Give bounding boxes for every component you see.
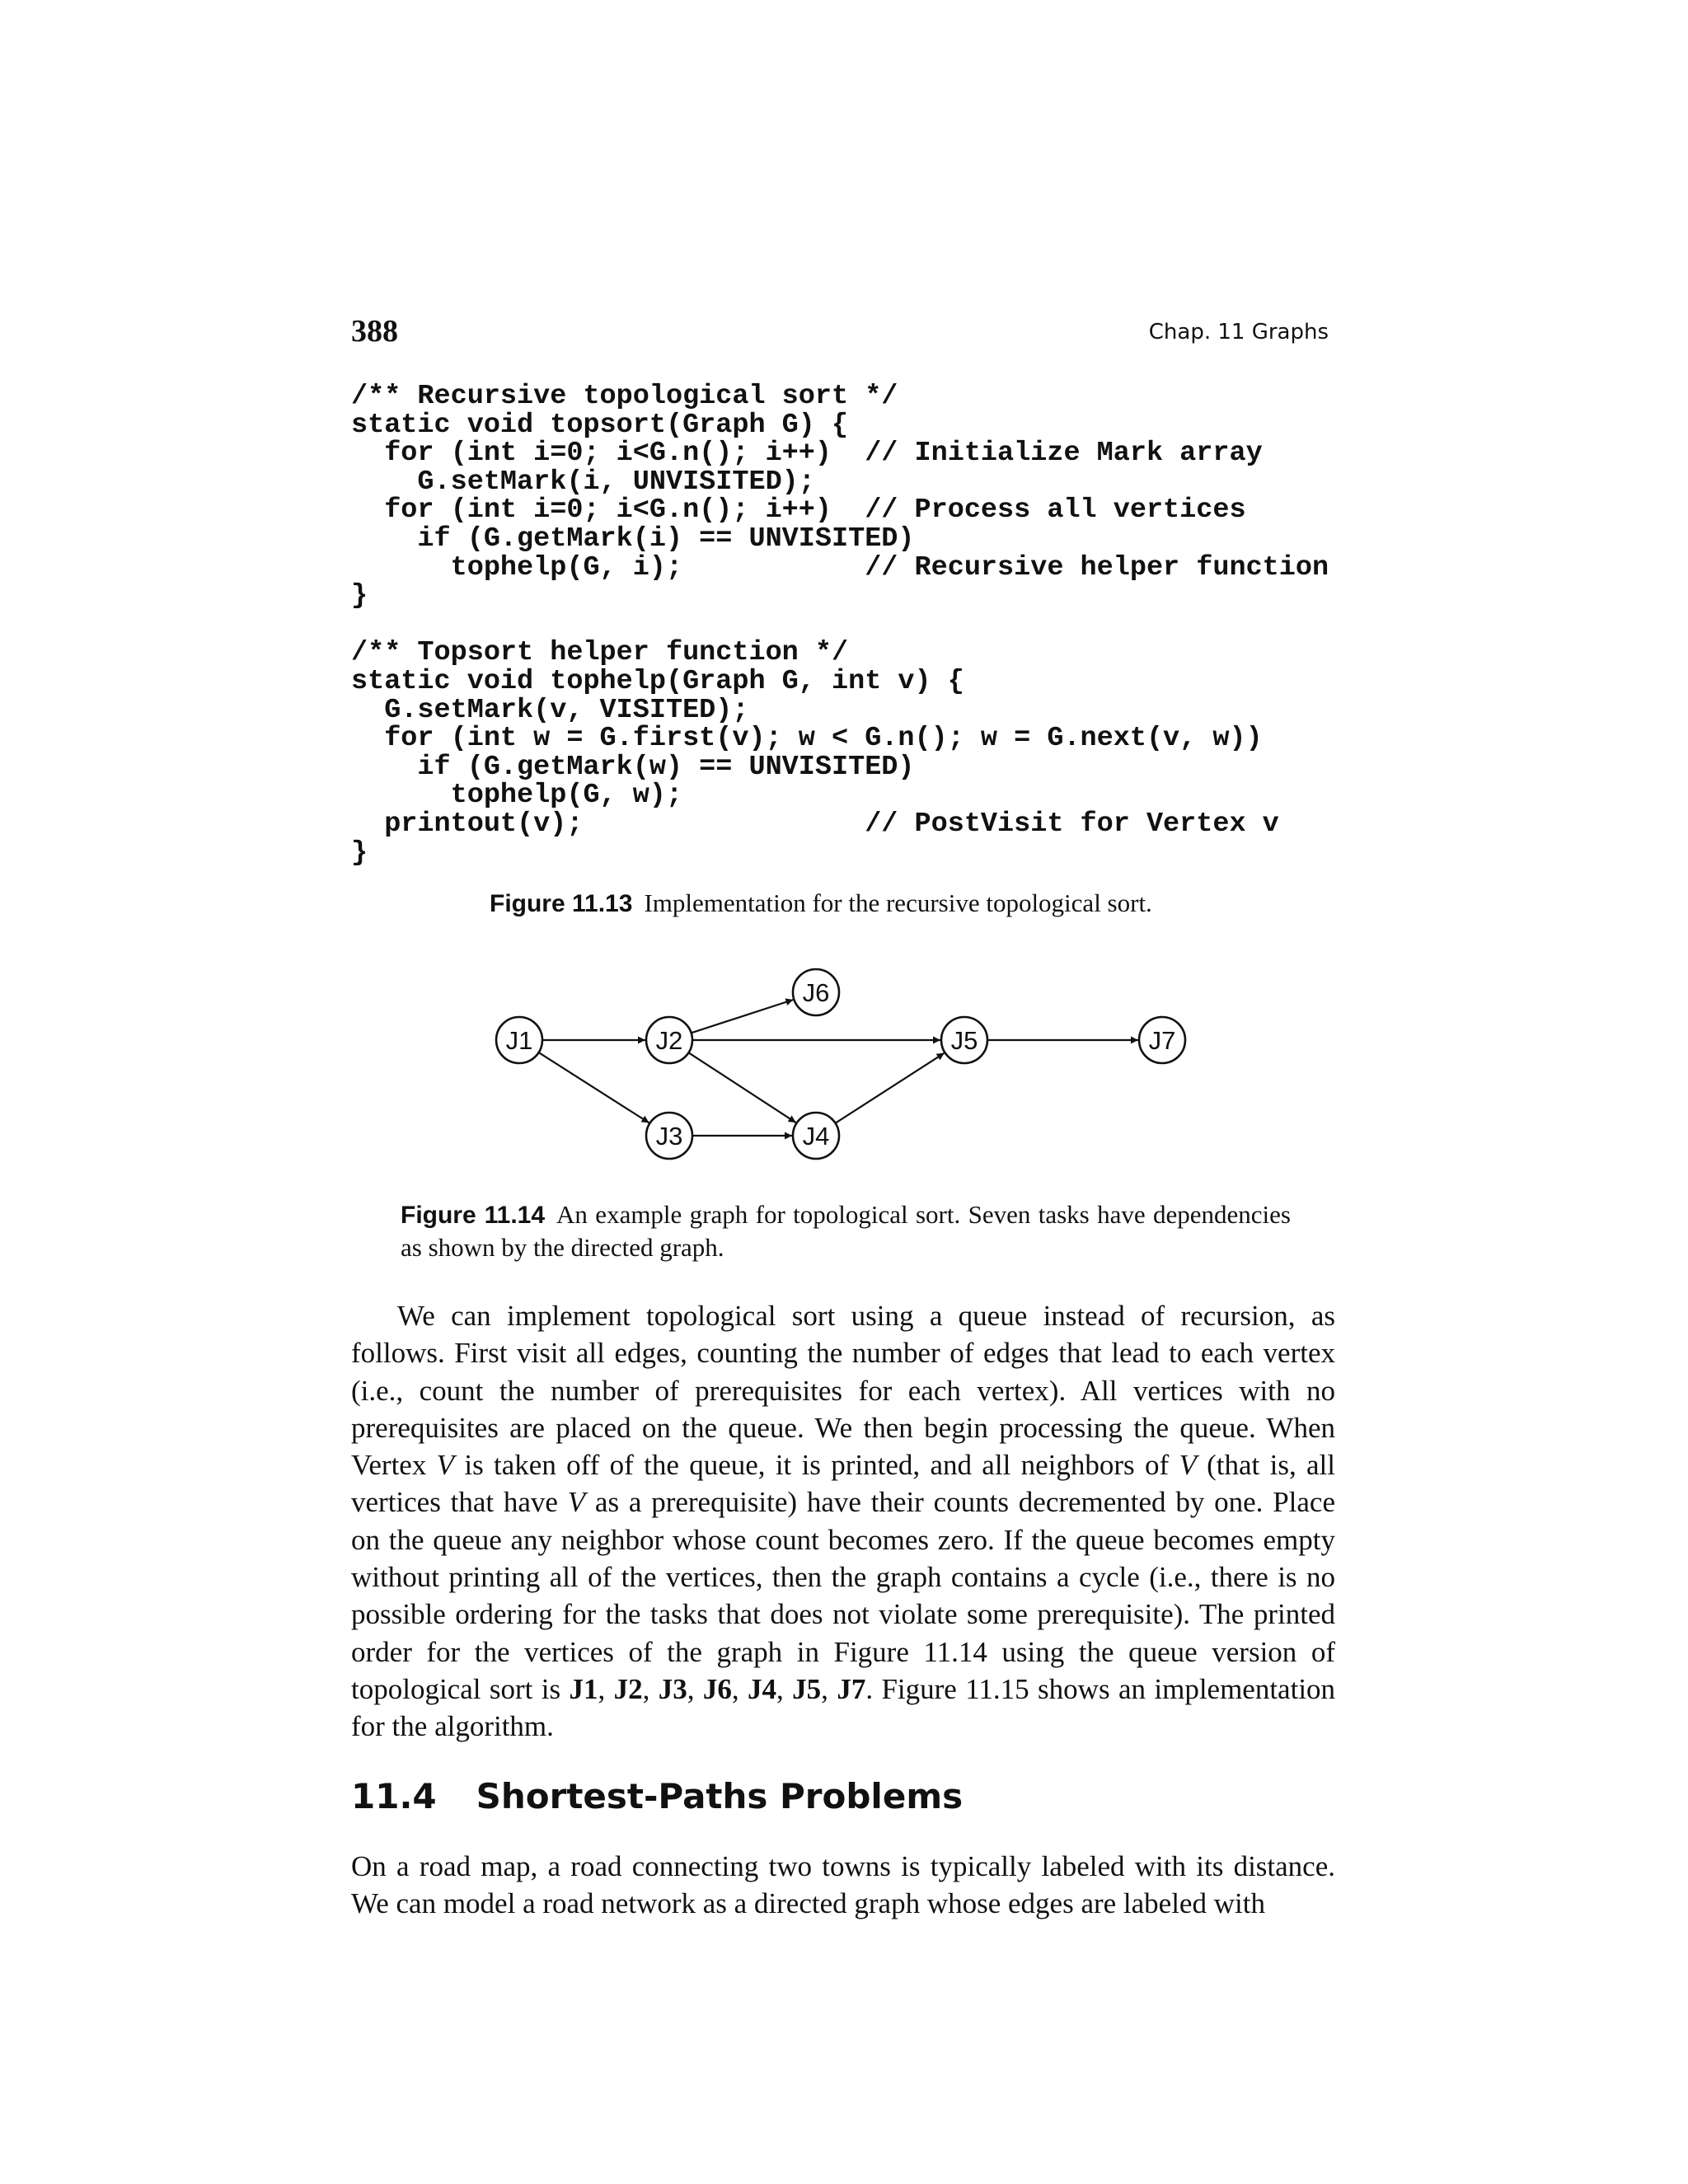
code-line: static void tophelp(Graph G, int v) {	[351, 665, 964, 697]
code-listing	[351, 382, 1329, 867]
vertex-name: J7	[837, 1672, 866, 1705]
code-line: tophelp(G, w);	[351, 780, 683, 812]
code-line: G.setMark(v, VISITED);	[351, 694, 749, 726]
node-label: J6	[802, 978, 830, 1007]
figure-label: Figure 11.14	[401, 1202, 546, 1229]
edge-j1-j3	[539, 1052, 649, 1122]
edge-j2-j6	[692, 1000, 794, 1033]
figure-11-13-caption	[490, 888, 1152, 918]
section-heading	[351, 1776, 963, 1816]
node-label: J3	[655, 1122, 683, 1151]
edge-j4-j5	[836, 1053, 945, 1123]
node-label: J2	[655, 1026, 683, 1055]
code-line: for (int w = G.first(v); w < G.n(); w = G.next(v, w))	[351, 723, 1263, 755]
graph-node-j6	[793, 969, 839, 1015]
vertex-name: J5	[792, 1672, 822, 1705]
graph-node-j4	[793, 1113, 839, 1159]
topological-sort-graph	[486, 964, 1212, 1187]
code-line	[351, 611, 1329, 640]
math-variable: V	[1179, 1449, 1197, 1482]
figure-caption-text: Implementation for the recursive topological sort.	[644, 888, 1152, 917]
body-paragraph: We can implement topological sort using a queue instead of recursion, as follows. First visit all edges, counting the number of edges that lead to each vertex (i.e., count the number of prerequisites for each vertex). All vertices with no prerequisites are placed on the queue. We then begin processing the queue. When Vertex V is taken off of the queue, it is printed, and all neighbors of V (that is, all vertices that have V as a prerequisite) have their counts decremented by one. Place on the queue any neighbor whose count becomes zero. If the queue becomes empty without printing all of the vertices, then the graph contains a cycle (i.e., there is no possible ordering for the tasks that does not violate some prerequisite). The printed order for the vertices of the graph in Figure 11.14 using the queue version of topological sort is J1, J2, J3, J6, J4, J5, J7. Figure 11.15 shows an implementation for the algorithm.	[351, 1300, 1336, 1743]
page-number: 388	[351, 314, 398, 349]
code-line: printout(v); // PostVisit for Vertex v	[351, 808, 1279, 840]
graph-node-j1	[496, 1017, 542, 1063]
vertex-name: J1	[569, 1672, 598, 1705]
code-line: if (G.getMark(w) == UNVISITED)	[351, 751, 915, 783]
text-run: is taken off of the queue, it is printed, and all neighbors of	[454, 1449, 1179, 1482]
section-number: 11.4	[351, 1776, 437, 1816]
math-variable: V	[436, 1449, 455, 1482]
node-label: J5	[950, 1026, 978, 1055]
code-line: /** Topsort helper function */	[351, 637, 849, 669]
math-variable: V	[567, 1486, 586, 1519]
vertex-name: J4	[748, 1672, 777, 1705]
code-line: static void topsort(Graph G) {	[351, 409, 849, 441]
node-label: J7	[1148, 1026, 1176, 1055]
text-run: (that is, all vertices that have	[351, 1449, 1335, 1519]
figure-11-14-caption	[401, 1198, 1291, 1263]
code-line: tophelp(G, i); // Recursive helper function	[351, 551, 1329, 583]
graph-node-j5	[941, 1017, 987, 1063]
graph-node-j7	[1139, 1017, 1185, 1063]
code-line: G.setMark(i, UNVISITED);	[351, 466, 815, 498]
section-title: Shortest-Paths Problems	[476, 1776, 964, 1816]
body-paragraph: On a road map, a road connecting two towns is typically labeled with its distance. We can model a road network as a directed graph whose edges are labeled with	[351, 1850, 1335, 1920]
graph-node-j2	[646, 1017, 692, 1063]
node-label: J4	[802, 1122, 830, 1151]
code-line: }	[351, 837, 368, 869]
vertex-name: J6	[702, 1672, 732, 1705]
graph-node-j3	[646, 1113, 692, 1159]
code-line: }	[351, 580, 368, 612]
code-line: if (G.getMark(i) == UNVISITED)	[351, 523, 915, 555]
figure-caption-text: An example graph for topological sort. Seven tasks have dependencies as shown by the directed graph.	[401, 1200, 1291, 1262]
code-line: for (int i=0; i<G.n(); i++) // Initialize Mark array	[351, 438, 1263, 470]
vertex-name: J3	[658, 1672, 687, 1705]
code-line: for (int i=0; i<G.n(); i++) // Process all vertices	[351, 494, 1246, 527]
text-run: We can implement topological sort using a queue instead of recursion, as follows. First visit all edges, counting the number of edges that lead to each vertex (i.e., count the number of prerequisites for each vertex). All vertices with no prerequisites are placed on the queue. We then begin processing the queue. When Vertex	[351, 1300, 1335, 1482]
text-run: as a prerequisite) have their counts decremented by one. Place on the queue any neighbor whose count becomes zero. If the queue becomes empty without printing all of the vertices, then the graph contains a cycle (i.e., there is no possible ordering for the tasks that does not violate some prerequisite). The printed order for the vertices of the graph in Figure 11.14 using the queue version of topological sort is	[351, 1486, 1335, 1705]
code-line: /** Recursive topological sort */	[351, 381, 898, 412]
text-run: . Figure 11.15 shows an implementation for the algorithm.	[351, 1672, 1336, 1743]
figure-label: Figure 11.13	[490, 890, 633, 917]
running-head: Chap. 11 Graphs	[1148, 320, 1329, 344]
vertex-name: J2	[613, 1672, 643, 1705]
edge-j2-j4	[688, 1052, 795, 1122]
node-label: J1	[505, 1026, 533, 1055]
